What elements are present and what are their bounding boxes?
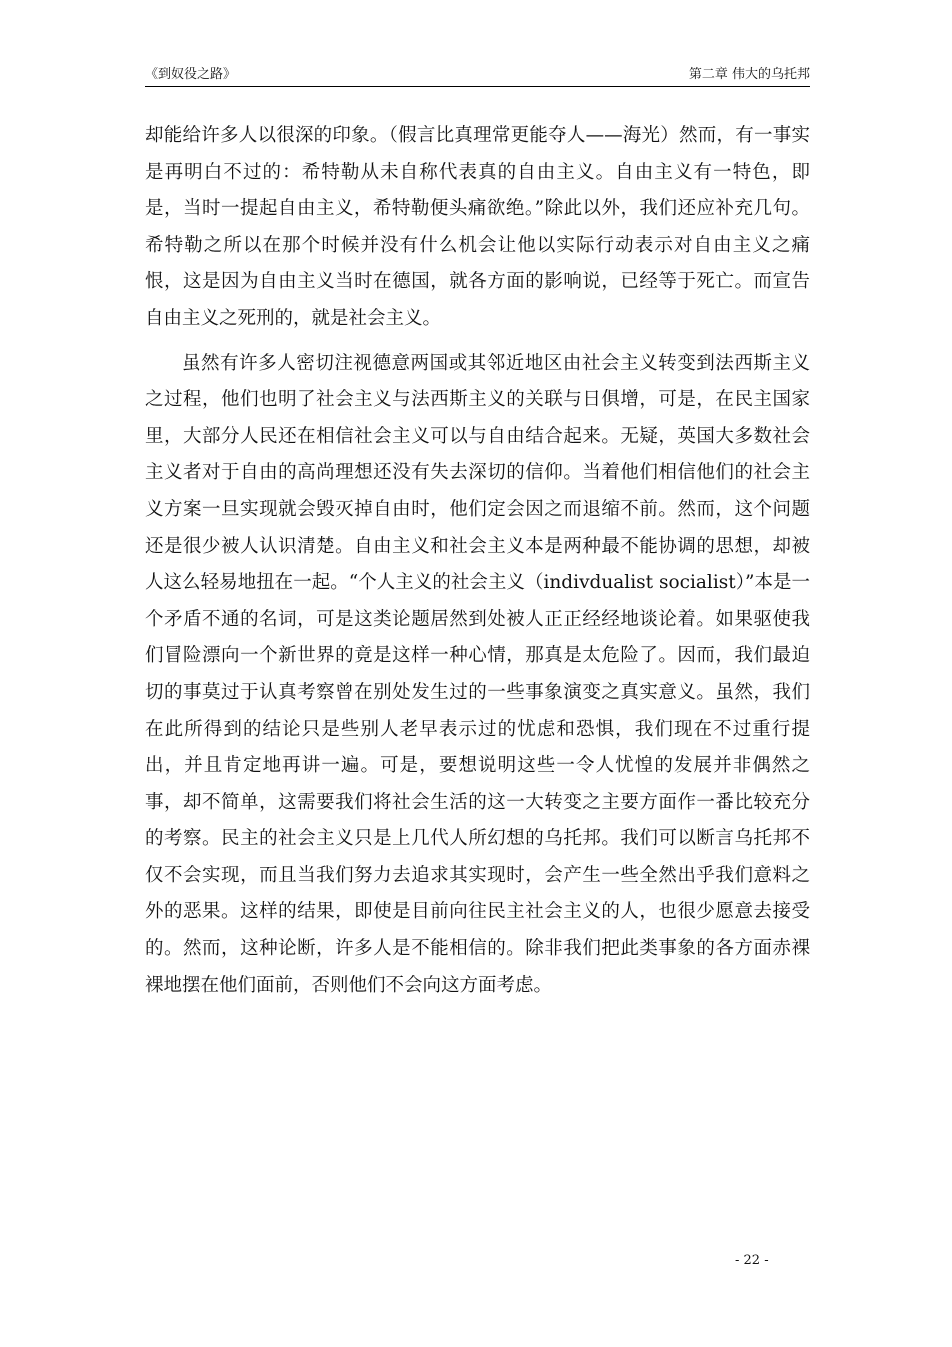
- paragraph-continued: 却能给许多人以很深的印象。（假言比真理常更能夺人——海光）然而，有一事实是再明白不过的：希特勒从未自称代表真的自由主义。自由主义有一特色，即是，当时一提起自由主义，希特勒便头痛欲绝。”除此以外，我们还应补充几句。希特勒之所以在那个时候并没有什么机会让他以实际行动表示对自由主义之痛恨，这是因为自由主义当时在德国，就各方面的影响说，已经等于死亡。而宣告自由主义之死刑的，就是社会主义。: [145, 125, 810, 329]
- page-number: - 22 -: [735, 1253, 769, 1268]
- running-header: [145, 66, 810, 87]
- paragraph: 虽然有许多人密切注视德意两国或其邻近地区由社会主义转变到法西斯主义之过程，他们也明了社会主义与法西斯主义的关联与日俱增，可是，在民主国家里，大部分人民还在相信社会主义可以与自由结合起来。无疑，英国大多数社会主义者对于自由的高尚理想还没有失去深切的信仰。当着他们相信他们的社会主义方案一旦实现就会毁灭掉自由时，他们定会因之而退缩不前。然而，这个问题还是很少被人认识清楚。自由主义和社会主义本是两种最不能协调的思想，却被人这么轻易地扭在一起。“个人主义的社会主义（indivdualist socialist）”本是一个矛盾不通的名词，可是这类论题居然到处被人正正经经地谈论着。如果驱使我们冒险漂向一个新世界的竟是这样一种心情，那真是太危险了。因而，我们最迫切的事莫过于认真考察曾在别处发生过的一些事象演变之真实意义。虽然，我们在此所得到的结论只是些别人老早表示过的忧虑和恐惧，我们现在不过重行提出，并且肯定地再讲一遍。可是，要想说明这些一令人忧惶的发展并非偶然之事，却不简单，这需要我们将社会生活的这一大转变之主要方面作一番比较充分的考察。民主的社会主义只是上几代人所幻想的乌托邦。我们可以断言乌托邦不仅不会实现，而且当我们努力去追求其实现时，会产生一些全然出乎我们意料之外的恶果。这样的结果，即使是目前向往民主社会主义的人，也很少愿意去接受的。然而，这种论断，许多人是不能相信的。除非我们把此类事象的各方面赤裸裸地摆在他们面前，否则他们不会向这方面考虑。: [145, 352, 810, 996]
- book-title: 《到奴役之路》: [145, 67, 237, 82]
- chapter-title: 第二章 伟大的乌托邦: [688, 67, 810, 82]
- body-text: [145, 118, 810, 1004]
